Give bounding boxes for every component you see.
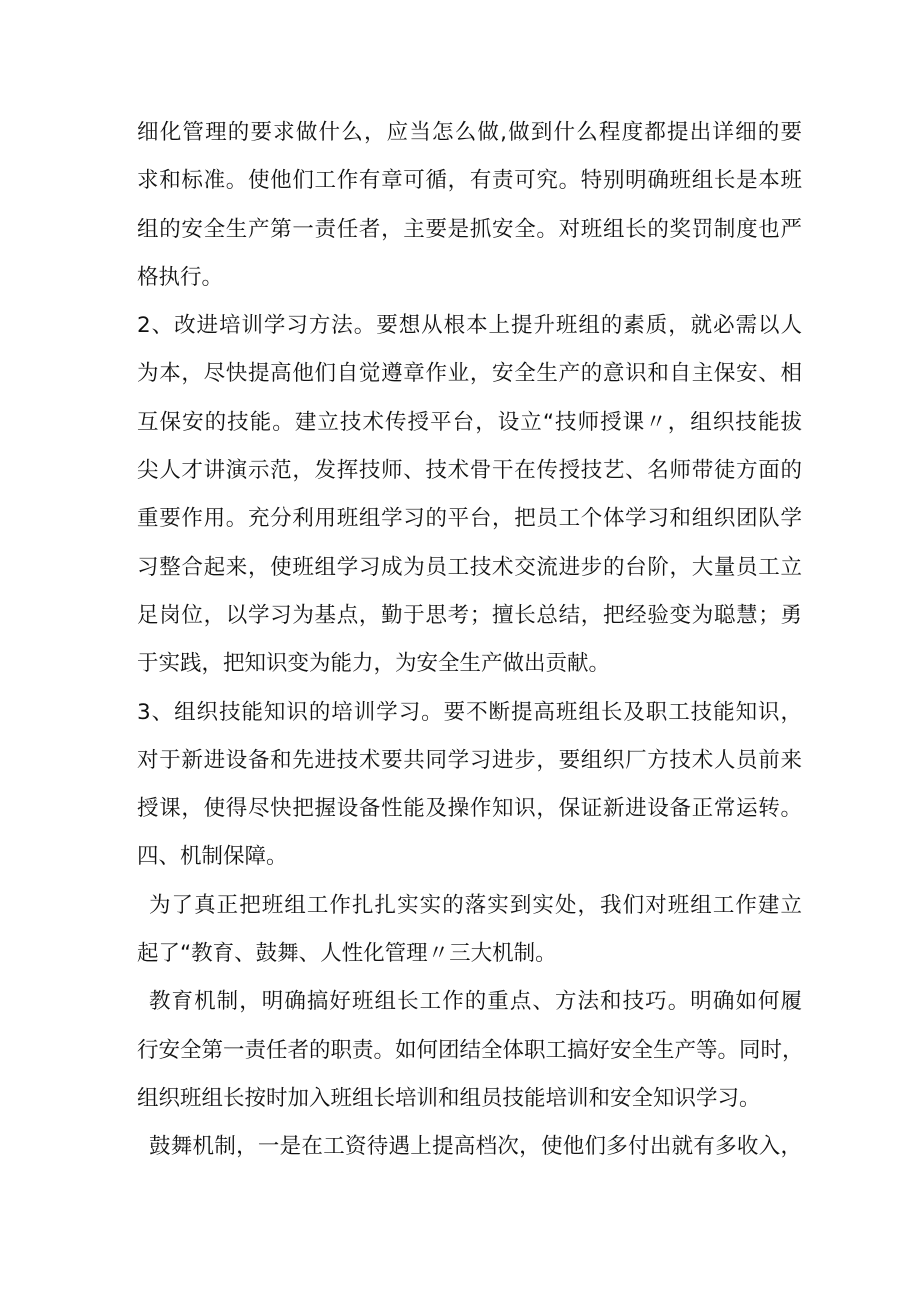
text-line: 对于新进设备和先进技术要共同学习进步，要组织厂方技术人员前来	[137, 747, 802, 773]
text-line: 于实践，把知识变为能力，为安全生产做出贡献。	[137, 651, 611, 677]
text-line: 组织班组长按时加入班组长培训和组员技能培训和安全知识学习。	[137, 1085, 761, 1111]
text-line: 为本，尽快提高他们自觉遵章作业，安全生产的意识和自主保安、相	[137, 361, 802, 387]
text-line: 起了“教育、鼓舞、人性化管理〃三大机制。	[137, 941, 557, 967]
text-line: 行安全第一责任者的职责。如何团结全体职工搞好安全生产等。同时，	[137, 1037, 804, 1063]
text-line: 足岗位，以学习为基点，勤于思考；擅长总结，把经验变为聪慧；勇	[137, 602, 802, 628]
text-line: 细化管理的要求做什么，应当怎么做,做到什么程度都提出详细的要	[137, 120, 802, 145]
text-line: 组的安全生产第一责任者，主要是抓安全。对班组长的奖罚制度也严	[137, 216, 802, 242]
text-line: 互保安的技能。建立技术传授平台，设立“技师授课〃，组织技能拔	[137, 409, 802, 435]
text-line: 求和标准。使他们工作有章可循，有责可究。特别明确班组长是本班	[137, 168, 802, 194]
text-line: 四、机制保障。	[137, 844, 288, 870]
text-line: 授课，使得尽快把握设备性能及操作知识，保证新进设备正常运转。	[137, 796, 802, 822]
text-line: 鼓舞机制，一是在工资待遇上提高档次，使他们多付出就有多收入，	[149, 1134, 802, 1160]
text-line: 为了真正把班组工作扎扎实实的落实到实处，我们对班组工作建立	[149, 892, 802, 918]
text-line: 2、改进培训学习方法。要想从根本上提升班组的素质，就必需以人	[137, 313, 802, 339]
text-line: 格执行。	[137, 264, 224, 290]
text-line: 3、组织技能知识的培训学习。要不断提高班组长及职工技能知识，	[137, 699, 802, 725]
text-line: 尖人才讲演示范，发挥技师、技术骨干在传授技艺、名师带徒方面的	[137, 458, 802, 484]
text-line: 习整合起来，使班组学习成为员工技术交流进步的台阶，大量员工立	[137, 554, 802, 580]
text-line: 教育机制，明确搞好班组长工作的重点、方法和技巧。明确如何履	[149, 989, 802, 1015]
document-page	[137, 118, 802, 1181]
text-line: 重要作用。充分利用班组学习的平台，把员工个体学习和组织团队学	[137, 506, 802, 532]
